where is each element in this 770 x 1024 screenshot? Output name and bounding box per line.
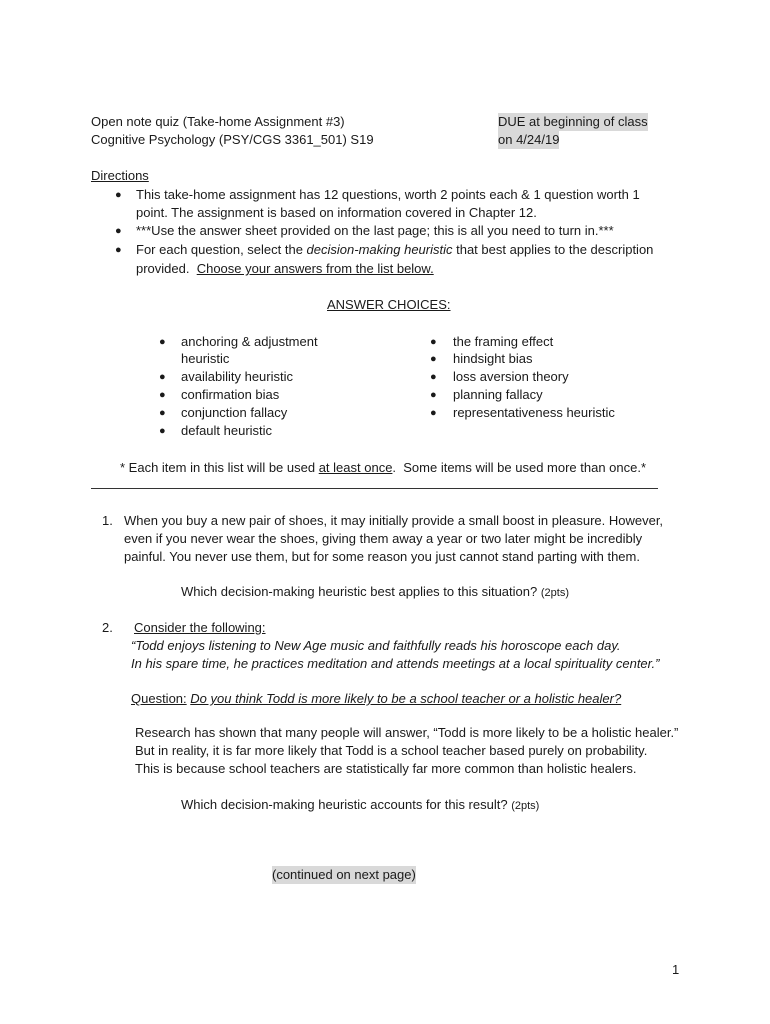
due-line-1: DUE at beginning of class [498, 114, 648, 129]
direction-3-line-1 [136, 241, 653, 259]
question-2-line-3: This is because school teachers are statistically far more common than holistic healers. [135, 761, 637, 776]
choice-anchoring: anchoring & adjustment [181, 334, 318, 349]
question-1-number: 1. [102, 513, 113, 528]
direction-3-emphasis: decision-making heuristic [306, 242, 453, 257]
question-2-question-label: Question: [131, 691, 187, 706]
quiz-title: Open note quiz (Take-home Assignment #3) [91, 114, 345, 129]
choice-conjunction: conjunction fallacy [181, 405, 288, 420]
bullet-icon: ● [159, 425, 166, 437]
question-2-prompt-line [181, 796, 539, 815]
direction-1-line-1: This take-home assignment has 12 questions, worth 2 points each & 1 question worth 1 [136, 187, 640, 202]
direction-3-text-post: that best applies to the description [452, 242, 654, 257]
bullet-icon: ● [115, 225, 122, 237]
question-2-line-1: Research has shown that many people will answer, “Todd is more likely to be a holistic healer.” [135, 725, 679, 740]
choice-loss-aversion: loss aversion theory [453, 369, 569, 384]
bullet-icon: ● [159, 407, 166, 419]
choice-representativeness: representativeness heuristic [453, 405, 615, 420]
direction-3-underlined: Choose your answers from the list below. [196, 261, 434, 276]
bullet-icon: ● [159, 389, 166, 401]
bullet-icon: ● [115, 244, 122, 256]
bullet-icon: ● [430, 336, 437, 348]
question-2-number: 2. [102, 620, 113, 635]
choice-hindsight: hindsight bias [453, 351, 533, 366]
bullet-icon: ● [430, 389, 437, 401]
bullet-icon: ● [430, 407, 437, 419]
question-1-points: (2pts) [540, 587, 569, 599]
question-1-line-2: even if you never wear the shoes, giving them away a year or two later might be incredibly [124, 531, 643, 546]
choice-availability: availability heuristic [181, 369, 293, 384]
bullet-icon: ● [115, 189, 122, 201]
page-number: 1 [672, 962, 680, 977]
question-1-prompt-line [181, 583, 569, 602]
choice-anchoring-cont: heuristic [181, 351, 230, 366]
answer-choices-heading: ANSWER CHOICES: [327, 297, 451, 312]
bullet-icon: ● [430, 353, 437, 365]
bullet-icon: ● [159, 336, 166, 348]
choices-note [120, 459, 646, 477]
question-2-prompt: Which decision-making heuristic accounts for this result? [181, 797, 508, 812]
course-name: Cognitive Psychology (PSY/CGS 3361_501) S19 [91, 132, 374, 147]
question-2-question-text: Do you think Todd is more likely to be a school teacher or a holistic healer? [190, 691, 622, 706]
choice-default: default heuristic [181, 423, 273, 438]
direction-1-line-2: point. The assignment is based on information covered in Chapter 12. [136, 205, 537, 220]
question-1-prompt: Which decision-making heuristic best applies to this situation? [181, 584, 538, 599]
note-text-post: . Some items will be used more than once.* [392, 460, 647, 475]
question-2-line-2: But in reality, it is far more likely that Todd is a school teacher based purely on probability. [135, 743, 648, 758]
continued-note: (continued on next page) [272, 867, 416, 882]
question-2-quote-1: “Todd enjoys listening to New Age music and faithfully reads his horoscope each day. [131, 638, 621, 653]
direction-3-line2-text: provided. [136, 261, 197, 276]
direction-3-line-2 [136, 260, 434, 278]
note-text: * Each item in this list will be used [120, 460, 319, 475]
question-2-question [131, 690, 621, 708]
question-1-line-1: When you buy a new pair of shoes, it may initially provide a small boost in pleasure. However, [124, 513, 664, 528]
note-underlined: at least once [318, 460, 393, 475]
question-2-intro: Consider the following: [134, 620, 266, 635]
choice-confirmation: confirmation bias [181, 387, 280, 402]
choice-framing: the framing effect [453, 334, 554, 349]
question-2-points: (2pts) [511, 800, 540, 812]
direction-2-line-1: ***Use the answer sheet provided on the last page; this is all you need to turn in.*** [136, 223, 614, 238]
divider [91, 488, 658, 489]
direction-3-text: For each question, select the [136, 242, 307, 257]
choice-planning: planning fallacy [453, 387, 543, 402]
directions-heading: Directions [91, 168, 149, 183]
due-line-2: on 4/24/19 [498, 132, 560, 147]
question-2-quote-2: In his spare time, he practices meditation and attends meetings at a local spirituality center.” [131, 656, 660, 671]
bullet-icon: ● [430, 371, 437, 383]
question-1-line-3: painful. You never use them, but for some reason you just cannot stand parting with them. [124, 549, 640, 564]
bullet-icon: ● [159, 371, 166, 383]
